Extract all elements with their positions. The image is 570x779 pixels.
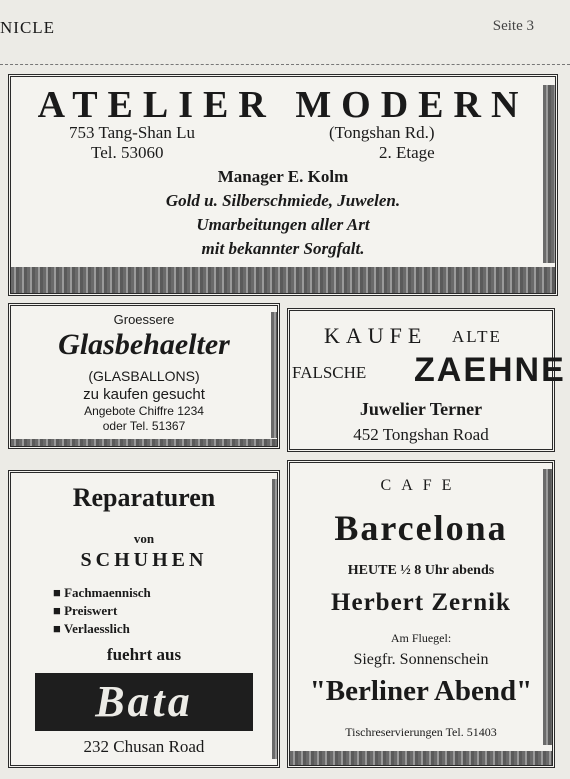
ad-border-texture [543, 469, 552, 745]
ad-heute: HEUTE ½ 8 Uhr abends [347, 563, 495, 578]
ad-title: Barcelona [334, 508, 508, 548]
ad-name: Juwelier Terner [359, 399, 483, 419]
ad-manager: Manager E. Kolm [217, 167, 349, 186]
ad-line-1: zu kaufen gesucht [83, 386, 205, 403]
ad-artist: Herbert Zernik [331, 589, 511, 616]
ad-cafe: CAFE [380, 477, 462, 494]
ad-glasbehaelter [8, 303, 280, 449]
list-item: ■ Fachmaennisch [53, 585, 151, 600]
header-divider [0, 64, 570, 65]
page-number: Seite 3 [492, 18, 534, 34]
ad-border-texture [272, 479, 277, 759]
ad-address: 232 Chusan Road [83, 737, 205, 756]
ad-am-fluegel: Am Fluegel: [390, 631, 452, 645]
ad-alte: ALTE [452, 327, 502, 346]
ad-line-1: Gold u. Silberschmiede, Juwelen. [165, 191, 401, 210]
ad-fuehrt: fuehrt aus [106, 645, 182, 664]
ad-border-texture [290, 751, 552, 765]
ad-title: ATELIER MODERN [37, 84, 529, 126]
ad-floor: 2. Etage [379, 143, 435, 162]
ad-line-2: Angebote Chiffre 1234 [84, 404, 204, 418]
ad-border-texture [11, 439, 277, 446]
ad-border-texture [271, 312, 277, 438]
ad-border-texture [543, 85, 555, 263]
list-item: ■ Verlaesslich [53, 621, 130, 636]
page-header-left: NICLE [0, 18, 56, 37]
ad-reparaturen [8, 470, 280, 768]
ad-subtitle: (GLASBALLONS) [88, 368, 200, 384]
ad-zaehne [287, 308, 566, 452]
ad-reservation: Tischreservierungen Tel. 51403 [345, 725, 497, 739]
ad-atelier-modern [8, 74, 558, 296]
ad-schuhen: SCHUHEN [80, 549, 208, 571]
ad-title: Reparaturen [72, 483, 216, 512]
ad-show: "Berliner Abend" [309, 675, 533, 707]
ad-line-3: mit bekannter Sorgfalt. [201, 239, 365, 258]
ad-border-texture [11, 267, 555, 293]
ad-address-right: (Tongshan Rd.) [329, 123, 435, 142]
ad-line-3: oder Tel. 51367 [102, 419, 186, 433]
list-item: ■ Preiswert [53, 603, 118, 618]
ad-pretitle: Groessere [113, 312, 175, 327]
ad-zaehne-title: ZAEHNE [414, 351, 566, 389]
ad-von: von [133, 531, 155, 546]
ad-title: Glasbehaelter [58, 328, 230, 361]
ad-cafe-barcelona [287, 460, 555, 768]
ad-line-2: Umarbeitungen aller Art [196, 215, 370, 234]
ad-tel: Tel. 53060 [91, 143, 164, 162]
ad-address-left: 753 Tang-Shan Lu [69, 123, 195, 142]
ad-pianist: Siegfr. Sonnenschein [353, 651, 489, 668]
ad-kaufe: KAUFE [324, 323, 428, 348]
ad-falsche: FALSCHE [292, 363, 367, 382]
ad-address: 452 Tongshan Road [353, 425, 489, 444]
bata-logo: Bata [35, 673, 253, 731]
